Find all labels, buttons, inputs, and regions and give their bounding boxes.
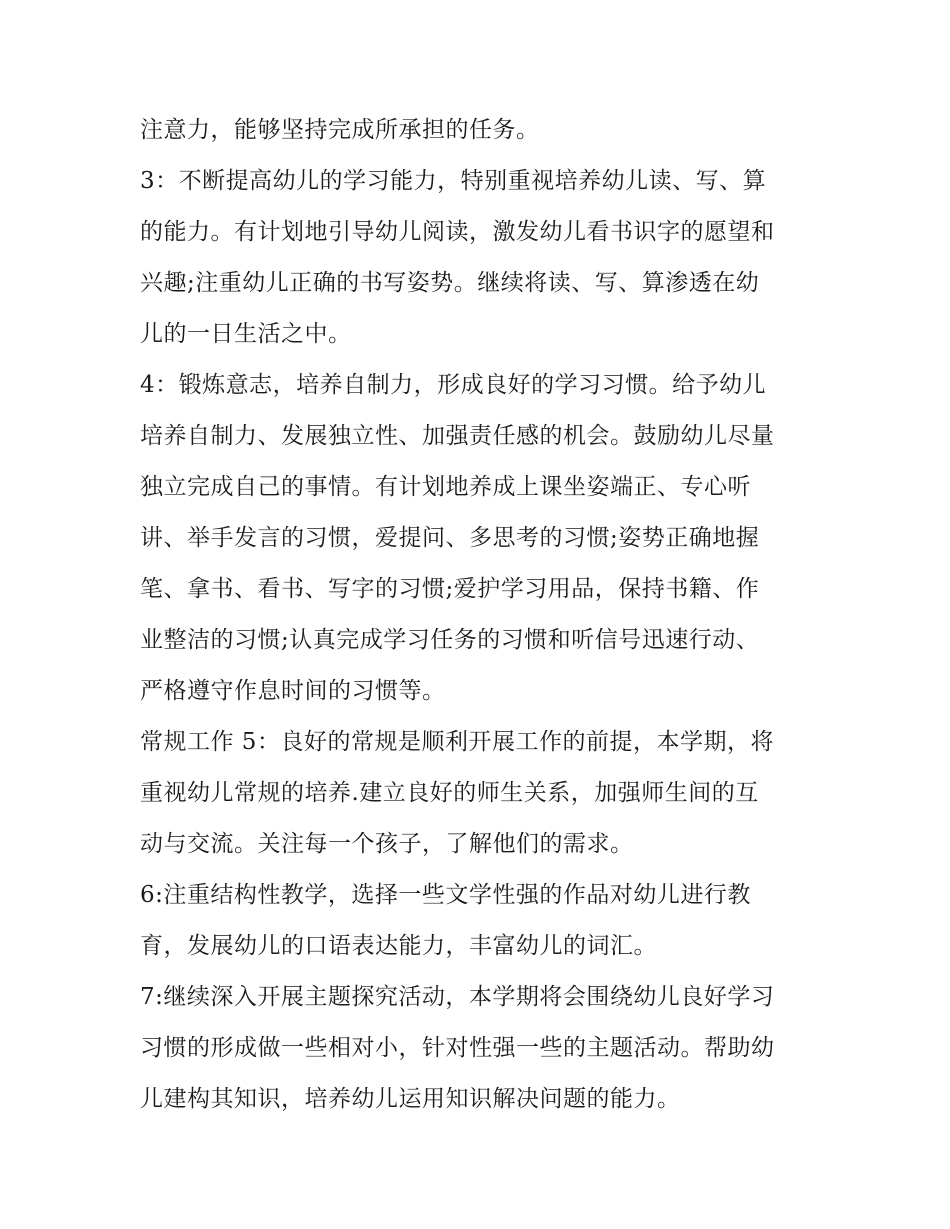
text-line: 的能力。有计划地引导幼儿阅读，激发幼儿看书识字的愿望和 [140, 219, 775, 245]
text-line: 重视幼儿常规的培养.建立良好的师生关系，加强师生间的互 [140, 780, 759, 806]
text-line: 培养自制力、发展独立性、加强责任感的机会。鼓励幼儿尽量 [140, 423, 775, 449]
text-line: 4：锻炼意志，培养自制力，形成良好的学习习惯。给予幼儿 [140, 372, 767, 398]
text-line: 动与交流。关注每一个孩子，了解他们的需求。 [140, 831, 634, 857]
text-line: 习惯的形成做一些相对小，针对性强一些的主题活动。帮助幼 [140, 1035, 775, 1061]
text-line: 6:注重结构性教学，选择一些文学性强的作品对幼儿进行教 [140, 882, 751, 908]
text-line: 儿建构其知识，培养幼儿运用知识解决问题的能力。 [140, 1086, 681, 1112]
document-body [140, 105, 820, 1125]
text-line: 严格遵守作息时间的习惯等。 [140, 678, 446, 704]
text-line: 3：不断提高幼儿的学习能力，特别重视培养幼儿读、写、算 [140, 168, 767, 194]
text-line: 笔、拿书、看书、写字的习惯;爱护学习用品，保持书籍、作 [140, 576, 760, 602]
text-line: 业整洁的习惯;认真完成学习任务的习惯和听信号迅速行动、 [140, 627, 760, 653]
text-line: 常规工作 5：良好的常规是顺利开展工作的前提，本学期，将 [140, 729, 774, 755]
text-line: 兴趣;注重幼儿正确的书写姿势。继续将读、写、算渗透在幼 [140, 270, 760, 296]
text-line: 育，发展幼儿的口语表达能力，丰富幼儿的词汇。 [140, 933, 657, 959]
text-line: 7:继续深入开展主题探究活动，本学期将会围绕幼儿良好学习 [140, 984, 775, 1010]
text-line: 注意力，能够坚持完成所承担的任务。 [140, 117, 540, 143]
text-line: 独立完成自己的事情。有计划地养成上课坐姿端正、专心听 [140, 474, 751, 500]
text-line: 讲、举手发言的习惯，爱提问、多思考的习惯;姿势正确地握 [140, 525, 760, 551]
text-line: 儿的一日生活之中。 [140, 321, 352, 347]
